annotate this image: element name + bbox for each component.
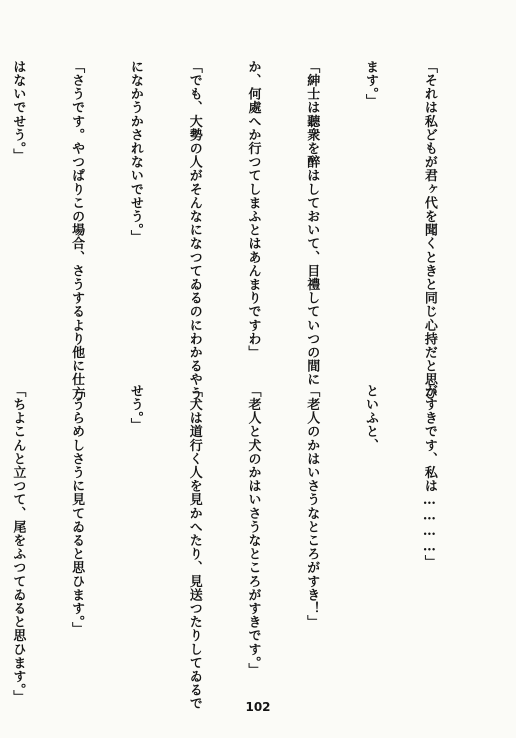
upper-text-block (10, 60, 478, 400)
text-column: 「うらめしさうに見てゐると思ひます。」 (69, 384, 85, 636)
text-column: 「老人と犬のかはいさうなところがすきです。」 (245, 384, 261, 677)
text-column: 「犬は道行く人を見かへたり、見送つたりしてゐるで (186, 384, 202, 711)
text-column: 「さうです。やつぱりこの場合、さうするより他に仕方 (69, 60, 85, 400)
text-column: 「でも、大勢の人がそんなになつてゐるのにわかるやう (186, 60, 202, 400)
text-column: になかうかされないでせう。」 (127, 60, 143, 244)
text-column: 「ちよこんと立つて、尾をふつてゐると思ひます。」 (10, 384, 26, 704)
page-number: 102 (245, 700, 271, 714)
text-column: といふと、 (363, 384, 379, 452)
text-column: ます。」 (363, 60, 379, 108)
text-column: がすきです、私は…………」 (421, 384, 437, 569)
text-column: 「それは私どもが君ヶ代を聞くときと同じ心持だと思ひ (421, 60, 437, 400)
text-column: 「紳士は聽衆を醉はしておいて、目禮していつの間に (304, 60, 320, 387)
text-column: か、何處へか行つてしまふとはあんまりですわ」 (245, 60, 261, 360)
text-column: はないでせう。」 (10, 60, 26, 163)
text-column: せう。」 (127, 384, 143, 432)
text-column: 「老人のかはいさうなところがすき！」 (304, 384, 320, 629)
